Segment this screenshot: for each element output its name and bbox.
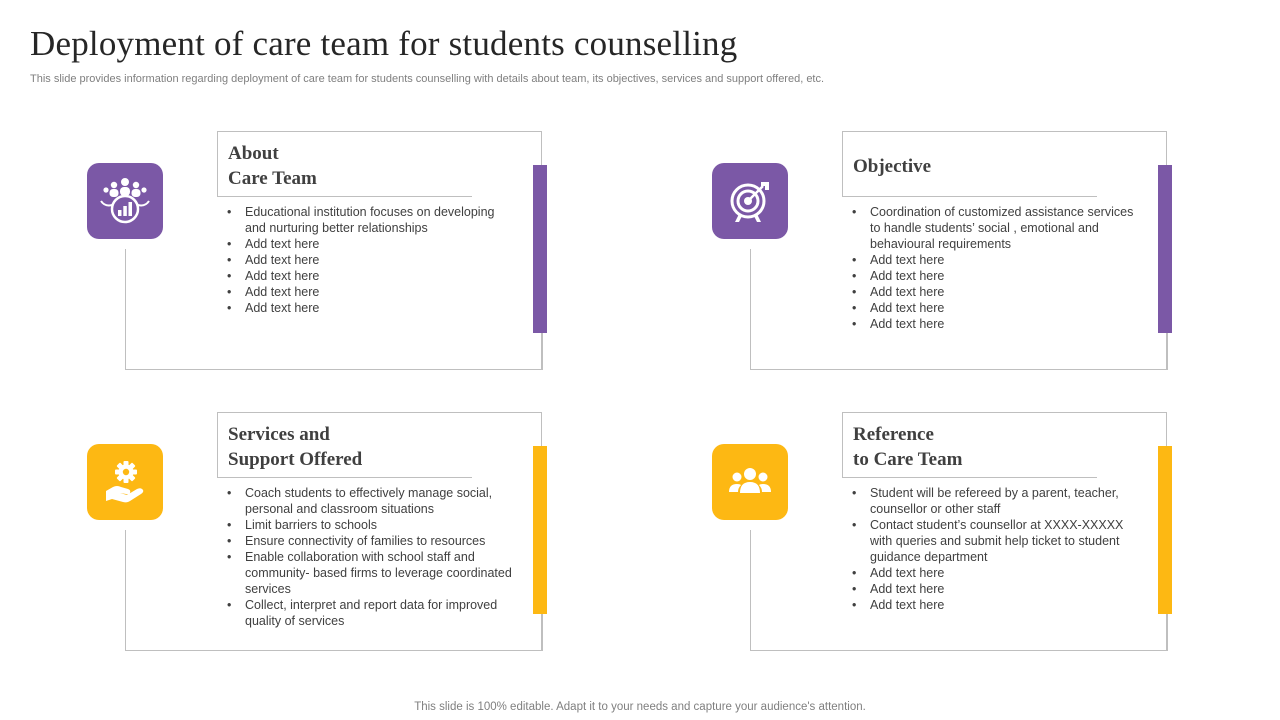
list-item: • Contact student’s counsellor at XXXX-XXXXX with queries and submit help ticket to student guidance department	[848, 517, 1138, 565]
list-item: • Add text here	[223, 300, 513, 316]
card-heading	[228, 141, 468, 191]
card-heading-line: About	[228, 143, 279, 164]
card-list	[848, 485, 1138, 613]
card-heading-box	[217, 412, 472, 478]
slide-title: Deployment of care team for students counselling	[30, 24, 738, 63]
card-heading	[228, 422, 468, 472]
card-heading-box	[842, 412, 1097, 478]
panel-services-support	[87, 412, 667, 652]
card-list	[223, 485, 513, 629]
card-heading-line: Reference	[853, 424, 934, 445]
list-item: • Add text here	[848, 565, 1138, 581]
list-item: • Add text here	[223, 284, 513, 300]
panel-about-care-team	[87, 131, 667, 371]
list-item: • Limit barriers to schools	[223, 517, 513, 533]
team-chart-icon	[87, 163, 163, 239]
list-item: • Add text here	[848, 268, 1138, 284]
card-heading	[853, 154, 1093, 179]
list-item: • Add text here	[848, 300, 1138, 316]
accent-bar	[1158, 165, 1172, 333]
list-item: • Enable collaboration with school staff and community- based firms to leverage coordinated services	[223, 549, 513, 597]
card-list	[223, 204, 513, 316]
list-item: • Add text here	[848, 284, 1138, 300]
list-item: • Add text here	[223, 252, 513, 268]
card-heading-line: Objective	[853, 156, 932, 177]
target-icon	[712, 163, 788, 239]
list-item: • Coordination of customized assistance services to handle students’ social , emotional and behavioural requirements	[848, 204, 1138, 252]
list-item: • Add text here	[848, 316, 1138, 332]
list-item: • Add text here	[848, 252, 1138, 268]
card-heading-line: Services and	[228, 424, 330, 445]
card-list	[848, 204, 1138, 332]
card-heading-line: Care Team	[228, 168, 317, 189]
list-item: • Educational institution focuses on developing and nurturing better relationships	[223, 204, 513, 236]
accent-bar	[533, 446, 547, 614]
list-item: • Add text here	[223, 236, 513, 252]
panel-reference-care-team	[712, 412, 1280, 652]
slide-footer: This slide is 100% editable. Adapt it to your needs and capture your audience's attention.	[414, 701, 866, 713]
card-heading-line: to Care Team	[853, 449, 963, 470]
list-item: • Coach students to effectively manage social, personal and classroom situations	[223, 485, 513, 517]
list-item: • Collect, interpret and report data for improved quality of services	[223, 597, 513, 629]
panel-objective	[712, 131, 1280, 371]
accent-bar	[533, 165, 547, 333]
card-heading-line: Support Offered	[228, 449, 363, 470]
card-heading-box	[217, 131, 472, 197]
group-icon	[712, 444, 788, 520]
list-item: • Add text here	[223, 268, 513, 284]
card-heading-box	[842, 131, 1097, 197]
list-item: • Ensure connectivity of families to resources	[223, 533, 513, 549]
slide-subtitle: This slide provides information regarding deployment of care team for students counselling with details about team, its objectives, services and support offered, etc.	[30, 73, 825, 85]
gear-hand-icon	[87, 444, 163, 520]
accent-bar	[1158, 446, 1172, 614]
card-heading	[853, 422, 1093, 472]
list-item: • Add text here	[848, 597, 1138, 613]
list-item: • Add text here	[848, 581, 1138, 597]
list-item: • Student will be refereed by a parent, teacher, counsellor or other staff	[848, 485, 1138, 517]
